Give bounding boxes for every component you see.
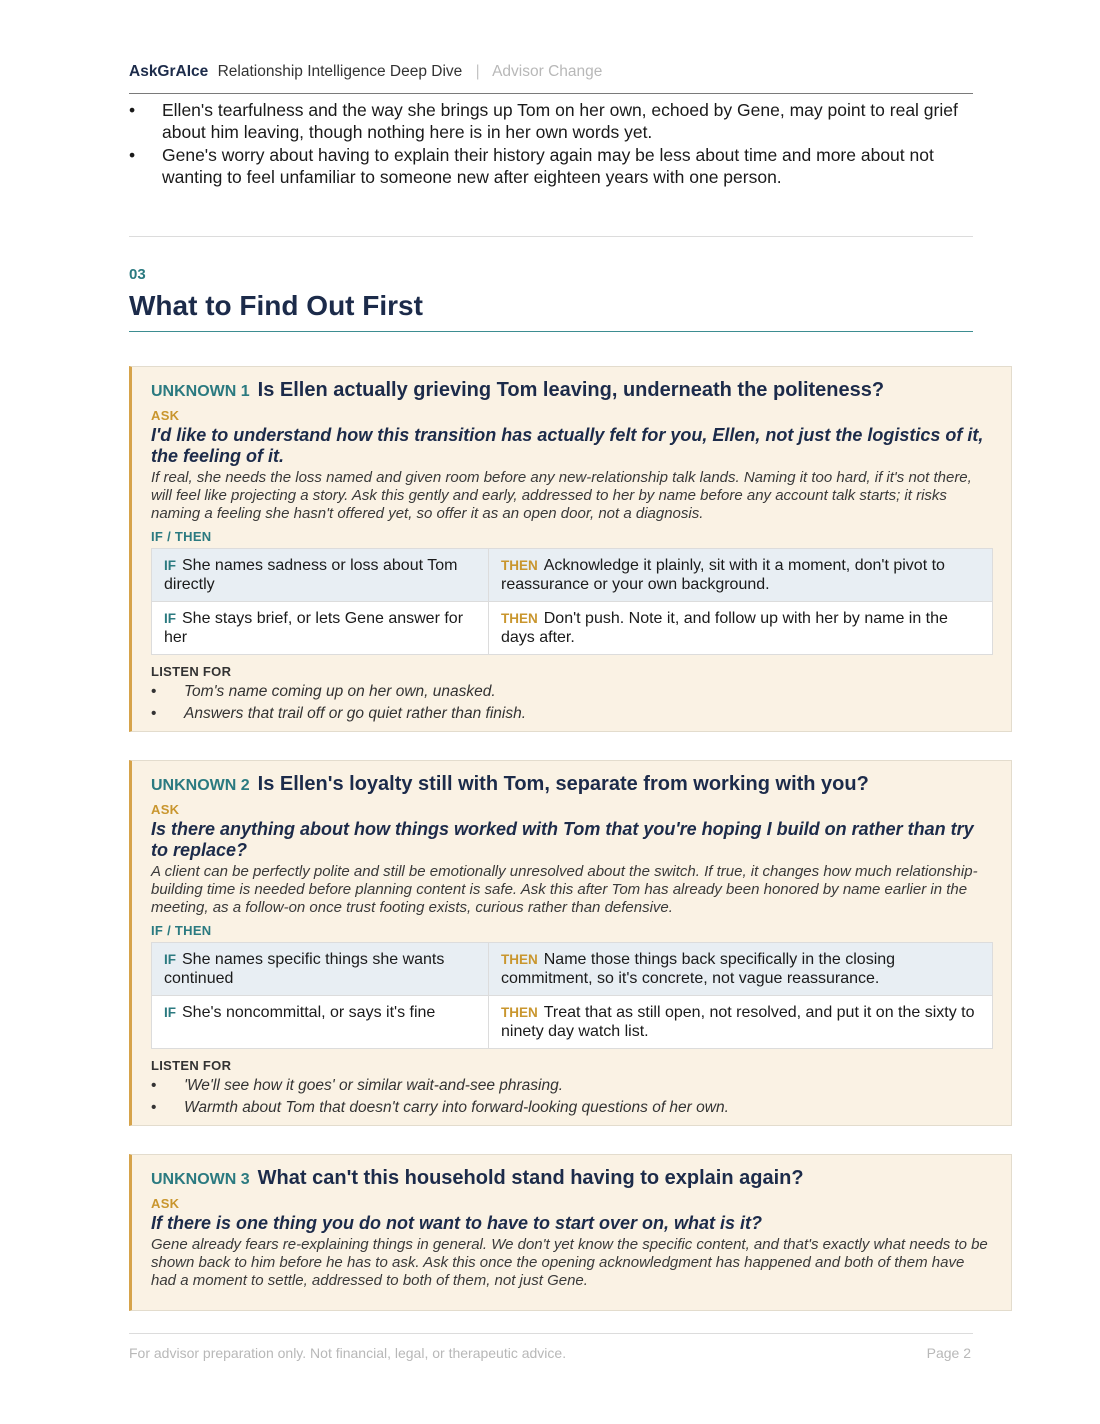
listen-for-label: LISTEN FOR <box>151 1058 232 1073</box>
unknown-question: Is Ellen actually grieving Tom leaving, underneath the politeness? <box>257 379 885 401</box>
listen-item: • Tom's name coming up on her own, unasked. <box>151 681 991 703</box>
if-cell <box>152 996 489 1049</box>
listen-item: • Warmth about Tom that doesn't carry into forward-looking questions of her own. <box>151 1097 991 1119</box>
if-then-row <box>152 549 993 602</box>
ask-note: A client can be perfectly polite and still be emotionally unresolved about the switch. If true, it changes how much relationship-building time is needed before planning content is safe. Ask this after Tom has already been honored by name earlier in the meeting, as a follow-on once trust footing exists, curious rather than defensive. <box>151 863 978 916</box>
listen-for-list <box>151 681 991 725</box>
intro-bullet: • Ellen's tearfulness and the way she brings up Tom on her own, echoed by Gene, may point to real grief about him leaving, though nothing here is in her own words yet. <box>129 100 973 143</box>
if-then-row <box>152 943 993 996</box>
if-text: She names sadness or loss about Tom directly <box>164 557 458 593</box>
ask-question: Is there anything about how things worked with Tom that you're hoping I build on rather than try to replace? <box>151 819 974 860</box>
then-cell <box>489 602 993 655</box>
ask-label: ASK <box>151 1196 180 1211</box>
footer-disclaimer: For advisor preparation only. Not financial, legal, or therapeutic advice. <box>129 1345 567 1361</box>
if-then-table <box>151 548 993 655</box>
section-divider <box>129 236 973 237</box>
ask-note: If real, she needs the loss named and given room before any new-relationship talk lands. Naming it too hard, if it's not there, will feel like projecting a story. Ask this gently and early, addressed to her by name before any account talk starts; it risks naming a feeling she hasn't offered yet, so offer it as an open door, not a diagnosis. <box>151 469 972 522</box>
if-then-table <box>151 942 993 1049</box>
ask-note: Gene already fears re-explaining things in general. We don't yet know the specific content, and that's exactly what needs to be shown back to him before he has to ask. Ask this once the opening acknowledgment has happened and both of them have had a moment to settle, addressed to both of them, not just Gene. <box>151 1236 988 1289</box>
header-separator: | <box>475 63 480 80</box>
if-keyword: IF <box>164 952 176 967</box>
then-keyword: THEN <box>501 611 538 626</box>
if-then-row <box>152 602 993 655</box>
then-cell <box>489 996 993 1049</box>
if-cell <box>152 549 489 602</box>
section-title-rule <box>129 331 973 332</box>
ask-question: If there is one thing you do not want to have to start over on, what is it? <box>151 1213 763 1233</box>
unknown-card-1 <box>129 366 1012 732</box>
section-title: What to Find Out First <box>129 290 423 321</box>
footer-rule <box>129 1333 973 1334</box>
intro-bullet: • Gene's worry about having to explain their history again may be less about time and more about not wanting to feel unfamiliar to someone new after eighteen years with one person. <box>129 145 973 188</box>
document-title: Relationship Intelligence Deep Dive <box>217 63 463 80</box>
if-text: She stays brief, or lets Gene answer for her <box>164 610 464 646</box>
page-number: Page 2 <box>926 1345 971 1361</box>
unknown-label: UNKNOWN 2 <box>151 777 250 794</box>
listen-item: • 'We'll see how it goes' or similar wait-and-see phrasing. <box>151 1075 991 1097</box>
if-cell <box>152 943 489 996</box>
then-text: Don't push. Note it, and follow up with her by name in the days after. <box>501 610 948 646</box>
unknown-card-2 <box>129 760 1012 1126</box>
unknown-label: UNKNOWN 3 <box>151 1171 250 1188</box>
intro-bullet-list <box>129 100 973 190</box>
then-text: Name those things back specifically in the closing commitment, so it's concrete, not vague reassurance. <box>501 951 896 987</box>
if-then-label: IF / THEN <box>151 529 212 544</box>
then-text: Treat that as still open, not resolved, and put it on the sixty to ninety day watch list. <box>501 1004 975 1040</box>
ask-label: ASK <box>151 408 180 423</box>
then-keyword: THEN <box>501 1005 538 1020</box>
unknown-question: What can't this household stand having to explain again? <box>257 1167 804 1189</box>
unknown-label: UNKNOWN 1 <box>151 383 250 400</box>
ask-label: ASK <box>151 802 180 817</box>
page-header <box>129 63 973 94</box>
document-subtitle: Advisor Change <box>492 63 603 80</box>
if-keyword: IF <box>164 611 176 626</box>
then-keyword: THEN <box>501 558 538 573</box>
listen-item: • Answers that trail off or go quiet rather than finish. <box>151 703 991 725</box>
ask-question: I'd like to understand how this transition has actually felt for you, Ellen, not just the logistics of it, the feeling of it. <box>151 425 984 466</box>
if-text: She's noncommittal, or says it's fine <box>182 1004 436 1021</box>
brand-name: AskGrAIce <box>129 63 209 80</box>
then-text: Acknowledge it plainly, sit with it a moment, don't pivot to reassurance or your own background. <box>501 557 945 593</box>
if-then-label: IF / THEN <box>151 923 212 938</box>
then-cell <box>489 549 993 602</box>
listen-for-label: LISTEN FOR <box>151 664 232 679</box>
unknown-question: Is Ellen's loyalty still with Tom, separate from working with you? <box>257 773 869 795</box>
then-cell <box>489 943 993 996</box>
listen-for-list <box>151 1075 991 1119</box>
if-keyword: IF <box>164 1005 176 1020</box>
if-cell <box>152 602 489 655</box>
if-then-row <box>152 996 993 1049</box>
if-keyword: IF <box>164 558 176 573</box>
section-number: 03 <box>129 266 146 283</box>
if-text: She names specific things she wants continued <box>164 951 445 987</box>
then-keyword: THEN <box>501 952 538 967</box>
unknown-card-3 <box>129 1154 1012 1311</box>
